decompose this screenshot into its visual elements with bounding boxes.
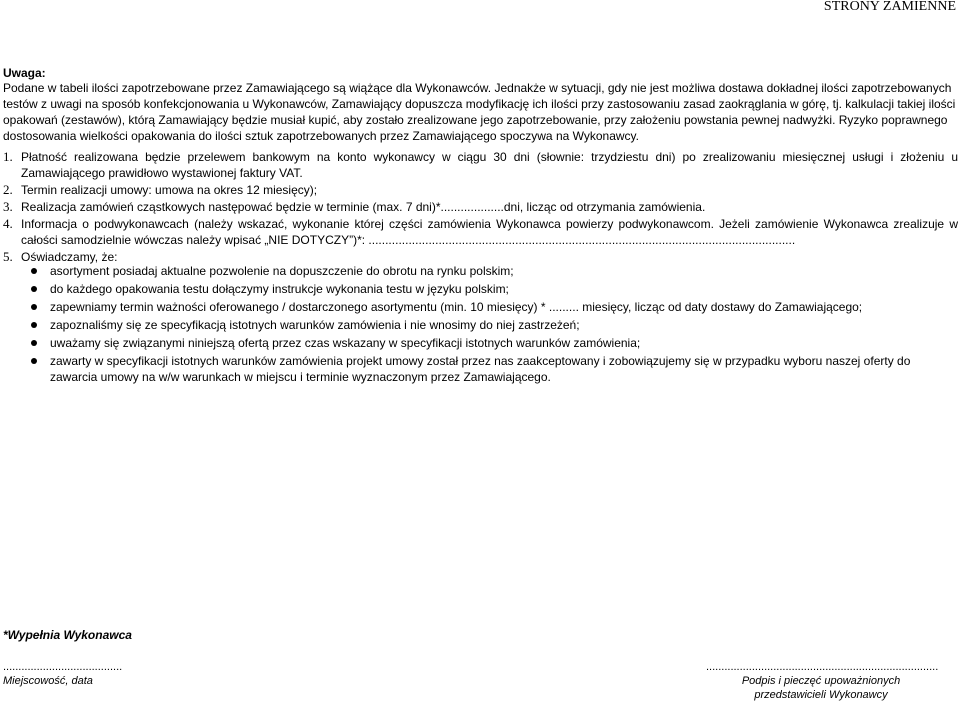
bullet-icon [31,358,37,364]
signature-line: ............................................................................ [706,661,939,673]
terms-item-number: 3. [3,199,13,214]
bullet-icon [31,322,37,328]
terms-item-4 [3,216,958,248]
declaration-item: zapewniamy termin ważności oferowanego / dostarczonego asortymentu (min. 10 miesięcy) * ......... miesięcy, licząc od daty dostawy do Zamawiającego; [0,299,958,315]
terms-item-text: Płatność realizowana będzie przelewem bankowym na konto wykonawcy w ciągu 30 dni (słownie: trzydziestu dni) po zrealizowaniu miesięcznej usługi i złożeniu u Zamawiającego prawidłowo wystawionej faktury VAT. [21,150,958,180]
terms-item-text: Realizacja zamówień cząstkowych następować będzie w terminie (max. 7 dni)*...................dni, licząc od otrzymania zamówienia. [21,200,706,214]
declarations-list [0,263,958,387]
terms-list [3,149,958,266]
notice-title: Uwaga: [3,66,46,80]
page-header-note: STRONY ZAMIENNE [823,0,956,14]
terms-item-text: Termin realizacji umowy: umowa na okres 12 miesięcy); [21,183,318,197]
declaration-item: zawarty w specyfikacji istotnych warunków zamówienia projekt umowy został przez nas zaakceptowany i zobowiązujemy się w przypadku wyboru naszej oferty do zawarcia umowy na w/w warunkach w miejscu i terminie wyznaczonym przez Zamawiającego. [0,353,958,385]
place-date-signature [3,660,122,688]
terms-item-number: 4. [3,216,13,231]
notice-body: Podane w tabeli ilości zapotrzebowane przez Zamawiającego są wiążące dla Wykonawców. Jednakże w sytuacji, gdy nie jest możliwa dostawa dokładnej ilości zapotrzebowanych testów z uwagi na sposób konfekcjonowania u Wykonawców, Zamawiający dopuszcza modyfikację ich ilości przy zastosowaniu zasad zaokrąglania w górę, tj. kalkulacji takiej ilości opakowań (zestawów), którą Zamawiający będzie musiał kupić, aby zostało zrealizowane jego zapotrzebowanie, przy założeniu powstania pewnej nadwyżki. Ryzyko poprawnego dostosowania wielkości opakowania do ilości sztuk zapotrzebowanych przez Zamawiającego spoczywa na Wykonawcy. [3,81,956,143]
declaration-item: asortyment posiadaj aktualne pozwolenie na dopuszczenie do obrotu na rynku polskim; [0,263,958,279]
footnote: *Wypełnia Wykonawca [3,628,132,642]
place-date-line: ....................................... [3,661,123,673]
bullet-icon [31,340,37,346]
contractor-signature [706,660,939,702]
place-date-label: Miejscowość, data [3,675,93,687]
terms-item-1 [3,149,958,181]
terms-item-3 [3,199,958,215]
terms-item-number: 5. [3,249,13,264]
bullet-icon [31,286,37,292]
terms-item-number: 2. [3,182,13,197]
declaration-item: do każdego opakowania testu dołączymy instrukcje wykonania testu w języku polskim; [0,281,958,297]
signature-label: Podpis i pieczęć upoważnionych przedstawicieli Wykonawcy [741,675,901,701]
bullet-icon [31,304,37,310]
declaration-item: zapoznaliśmy się ze specyfikacją istotnych warunków zamówienia i nie wnosimy do niej zastrzeżeń; [0,317,958,333]
terms-item-2 [3,182,958,198]
declaration-item: uważamy się związanymi niniejszą ofertą przez czas wskazany w specyfikacji istotnych warunków zamówienia; [0,335,958,351]
terms-item-text: Oświadczamy, że: [21,250,118,264]
terms-item-number: 1. [3,149,13,164]
bullet-icon [31,268,37,274]
terms-item-text: Informacja o podwykonawcach (należy wskazać, wykonanie której części zamówienia Wykonawca powierzy podwykonawcom. Jeżeli zamówienie Wykonawca zrealizuje w całości samodzielnie wówczas należy wpisać „NIE DOTYCZY”)*: ................................................................................................................................ [21,217,958,247]
